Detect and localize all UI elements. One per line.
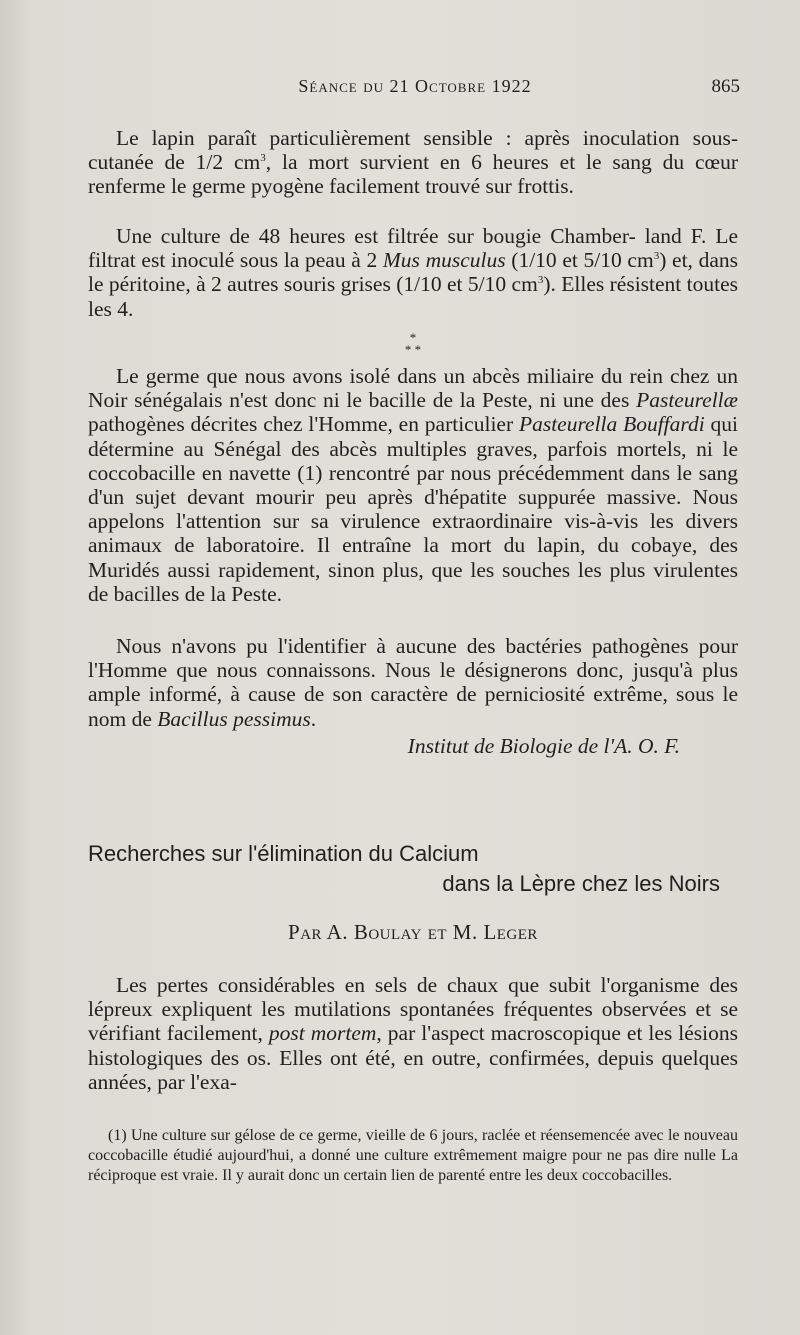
para3-text-2: pathogènes décrites chez l'Homme, en particulier (88, 412, 519, 437)
para3-italic-2: Pasteurella Bouffardi (518, 412, 705, 437)
para5-text-1: Les pertes considérables en sels de chaux que subit l'organisme des lépreux expliquent les mutilations spontanées fréquentes observées et se vérifiant facilement, (88, 973, 738, 1046)
para2-line4-sup: 3 (537, 274, 544, 287)
paragraph-identify (88, 634, 738, 731)
asterism-bottom: * * (404, 342, 422, 357)
para1-line2b: , la mort survient en 6 heures et le sang (265, 150, 652, 175)
para2-line2a: land F. Le filtrat est inoculé sous la peau à 2 (88, 224, 738, 273)
para1-line2a: sous-cutanée de 1/2 cm (88, 126, 739, 175)
paragraph-germ (88, 364, 738, 606)
para3-italic-1: Pasteurellæ (636, 388, 738, 413)
asterism-top: * (409, 330, 417, 345)
running-header (90, 76, 740, 100)
para5-text-2: , par l'aspect macroscopique et les lésions histologiques des os. Elles ont été, en outre, confirmées, depuis quelques années, par l'exa- (88, 1021, 738, 1094)
para4-italic: Bacillus pessimus (157, 706, 311, 731)
para4-text-1: Nous n'avons pu l'identifier à aucune des bactéries pathogènes pour l'Homme que nous connaissons. Nous le désignerons donc, jusqu'à plus ample informé, à cause de son caractère de perniciosité extrême, sous le nom de (88, 634, 738, 731)
page-number: 865 (711, 76, 740, 97)
authors: Par A. Boulay et M. Leger (288, 920, 538, 944)
paragraph-rabbit (88, 126, 738, 199)
para3-text-1: Le germe que nous avons isolé dans un abcès miliaire du rein chez un Noir sénégalais n'est donc ni le bacille de la Peste, ni une des (88, 364, 738, 413)
para1-line2-sup: 3 (260, 152, 266, 165)
para5-italic: post mortem (268, 1021, 377, 1046)
paragraph-culture (88, 224, 738, 321)
section-title-line2: dans la Lèpre chez les Noirs (442, 871, 720, 896)
para2-line4a: (1/10 et 5/10 cm (396, 272, 538, 297)
running-title: Séance du 21 Octobre 1922 (298, 76, 532, 96)
asterism (88, 332, 738, 356)
para2-line4b: ). Elles résistent toutes les 4. (88, 272, 739, 321)
para3-text-3: qui détermine au Sénégal des abcès multiples graves, parfois mortels, ni le coccobacille en navette (1) rencontré par nous précédemment dans le sang d'un sujet devant mourir peu après d'hépatite suppurée massive. Nous appelons l'attention sur sa virulence extraordinaire vis-à-vis les divers animaux de laboratoire. Il entraîne la mort du lapin, du cobaye, des Muridés aussi rapidement, sinon plus, que les souches les plus virulentes de bacilles de la Peste. (88, 412, 738, 606)
para1-line1: Le lapin paraît particulièrement sensible : après inoculation (116, 126, 680, 150)
para2-line3b: ) et, dans le péritoine, à 2 autres souris grises (88, 248, 738, 297)
footnote: (1) Une culture sur gélose de ce germe, vieille de 6 jours, raclée et réensemencée avec le nouveau coccobacille étudié aujourd'hui, a donné une culture extrêmement maigre pour ne pas dire nulle La réciproque est vraie. Il y aurait donc un certain lien de parenté entre les deux coccobacilles. (88, 1127, 738, 1184)
para2-species: Mus musculus (382, 248, 506, 273)
para2-line3-sup: 3 (653, 250, 660, 263)
para1-line4: frottis. (517, 174, 574, 199)
section-title-line1: Recherches sur l'élimination du Calcium (88, 841, 479, 866)
para2-line3a: (1/10 et 5/10 cm (511, 248, 654, 273)
para2-line1: Une culture de 48 heures est filtrée sur bougie Chamber- (116, 224, 636, 248)
para1-line3: du cœur renferme le germe pyogène facilement trouvé sur (88, 150, 738, 199)
paragraph-leprosy (88, 973, 738, 1094)
para4-text-2: . (310, 706, 317, 731)
section-title (88, 839, 738, 899)
institute-signature: Institut de Biologie de l'A. O. F. (407, 734, 680, 758)
